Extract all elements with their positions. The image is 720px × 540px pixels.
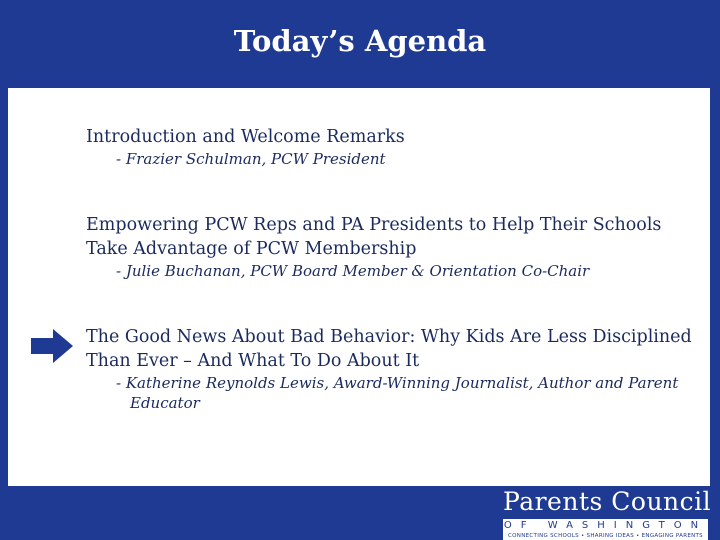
agenda-item-speaker: - Julie Buchanan, PCW Board Member & Orientation Co-Chair	[116, 262, 590, 280]
parents-council-logo	[503, 487, 712, 540]
current-item-arrow-icon	[31, 329, 73, 363]
content-panel	[8, 88, 710, 486]
logo-tagline: CONNECTING SCHOOLS • SHARING IDEAS • ENGAGING PARENTS	[503, 532, 708, 540]
slide-header	[0, 0, 720, 88]
logo-name: Parents Council	[503, 487, 712, 516]
logo-subname: OF WASHINGTON	[503, 520, 708, 531]
agenda-item-title: The Good News About Bad Behavior: Why Kids Are Less Disciplined Than Ever – And What To Do About It	[86, 327, 692, 371]
agenda-item	[86, 213, 696, 281]
agenda-item-speaker: - Frazier Schulman, PCW President	[116, 150, 386, 168]
agenda-item-current	[86, 325, 696, 413]
slide-title: Today’s Agenda	[233, 24, 487, 58]
agenda-item-speaker: - Katherine Reynolds Lewis, Award-Winning Journalist, Author and Parent Educator	[116, 374, 679, 412]
agenda-item-title: Empowering PCW Reps and PA Presidents to Help Their Schools Take Advantage of PCW Membership	[86, 215, 662, 259]
agenda-item	[86, 125, 696, 169]
agenda-item-title: Introduction and Welcome Remarks	[86, 127, 405, 147]
